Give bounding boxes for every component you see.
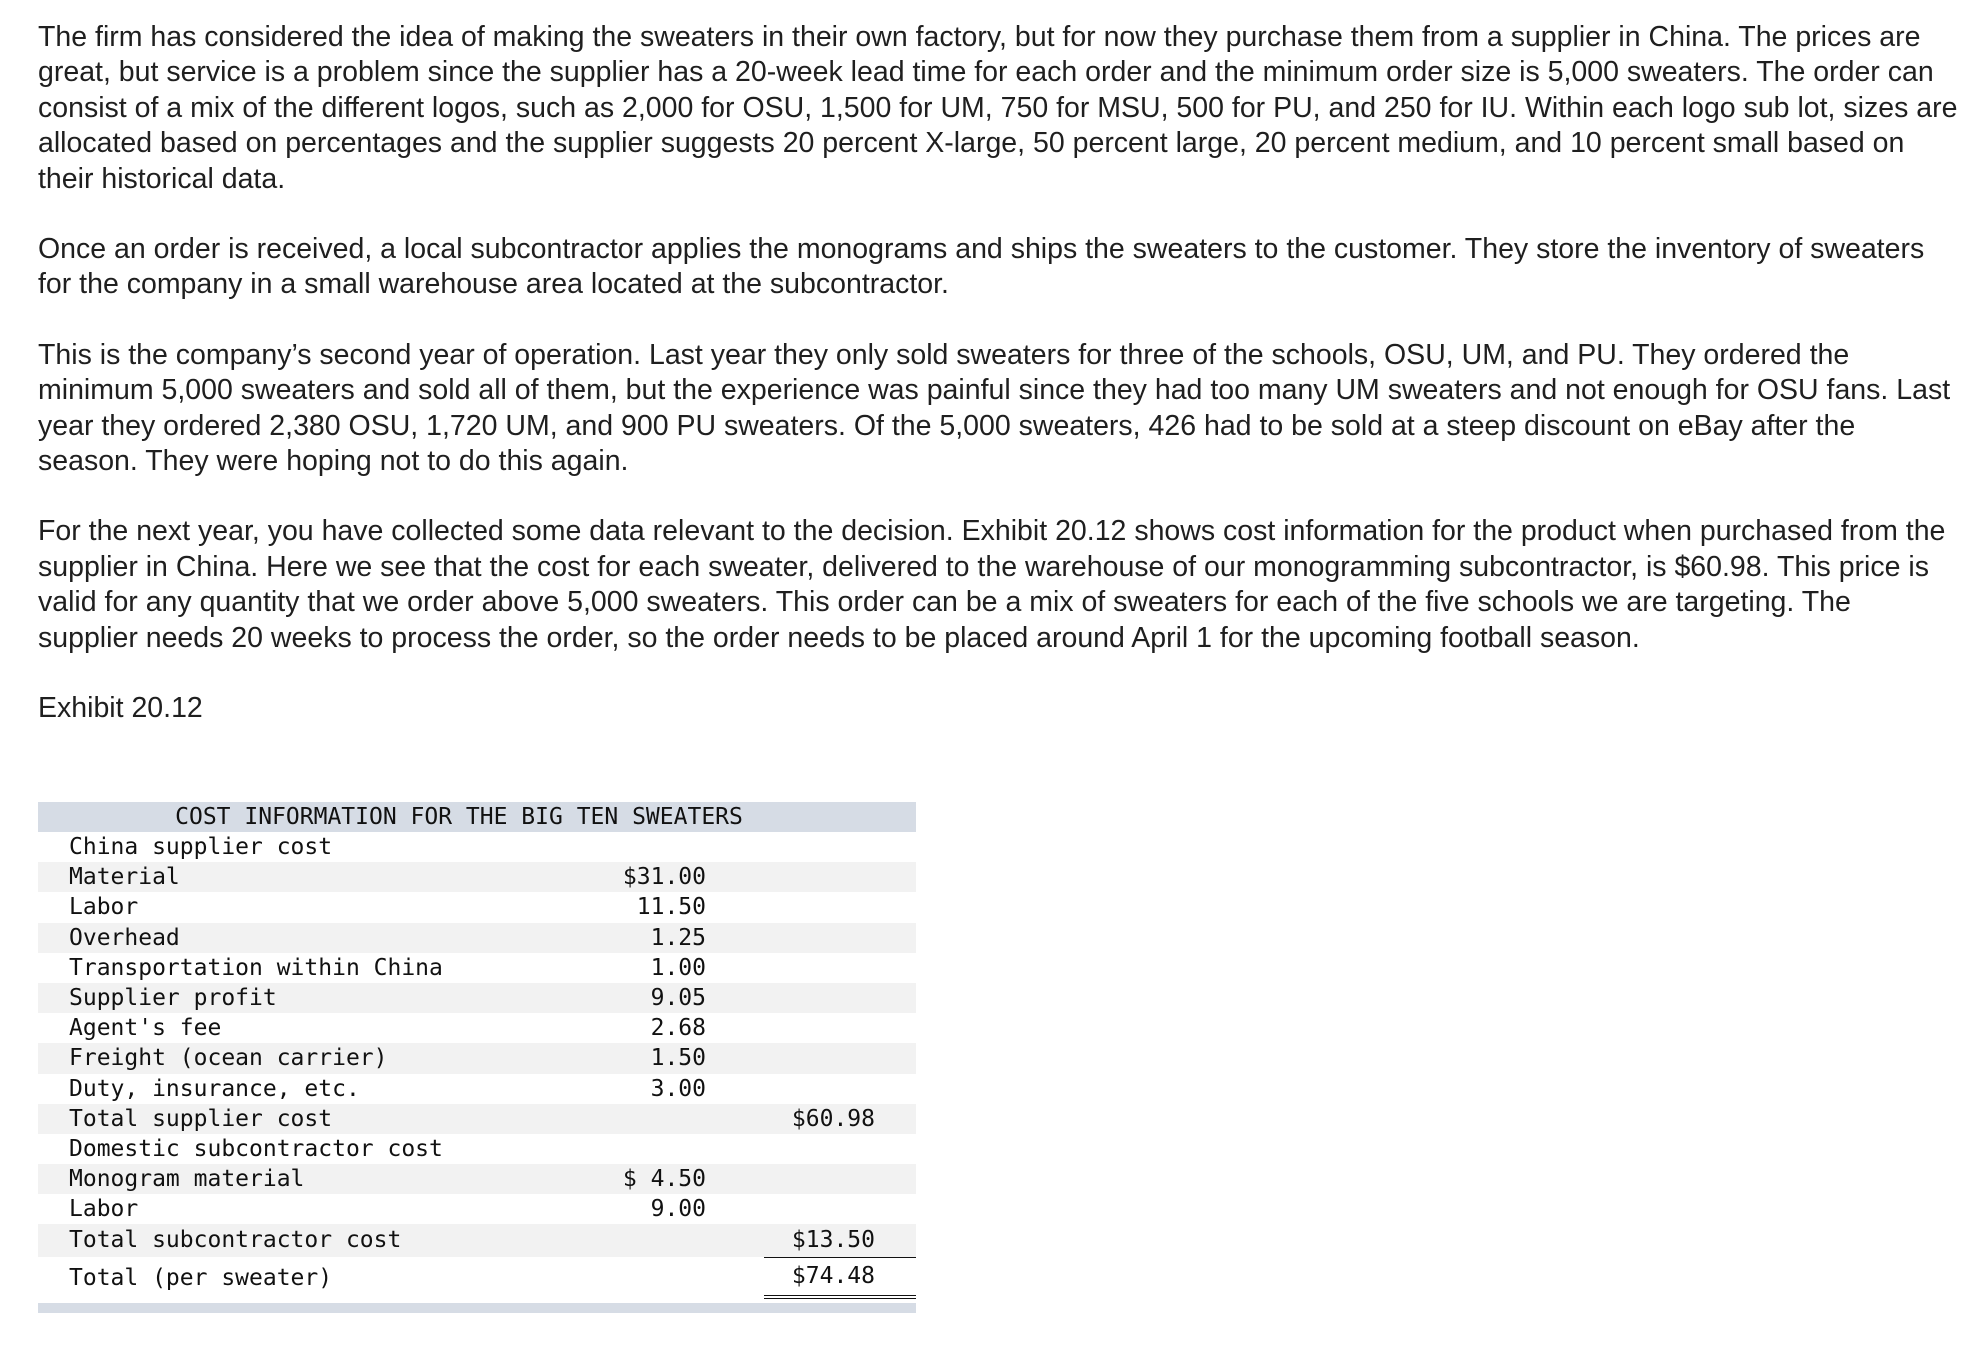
row-value: 11.50 — [636, 894, 706, 921]
table-row — [38, 1104, 916, 1134]
paragraph: Once an order is received, a local subcontractor applies the monograms and ships the sweaters to the customer. They store the inventory of sweaters for the company in a small warehouse area located at the subcontractor. — [38, 233, 1925, 301]
row-value: 9.00 — [650, 1196, 706, 1223]
row-value: 1.50 — [650, 1045, 706, 1072]
row-label: Monogram material — [69, 1166, 305, 1193]
table-footer-bar — [38, 1303, 916, 1313]
table-row — [38, 983, 916, 1013]
row-label: Agent's fee — [69, 1015, 222, 1042]
row-label: Duty, insurance, etc. — [69, 1075, 360, 1102]
document-body — [38, 20, 1958, 727]
row-label: Domestic subcontractor cost — [69, 1135, 443, 1162]
row-label: Total subcontractor cost — [69, 1227, 402, 1254]
row-value: 1.25 — [650, 924, 706, 951]
table-row — [38, 1164, 916, 1194]
table-row — [38, 892, 916, 922]
table-row — [38, 1194, 916, 1224]
row-label: Supplier profit — [69, 984, 277, 1011]
row-value: 9.05 — [650, 984, 706, 1011]
row-label: Labor — [69, 1196, 139, 1223]
table-title: COST INFORMATION FOR THE BIG TEN SWEATERS — [38, 802, 916, 832]
paragraph: For the next year, you have collected some data relevant to the decision. Exhibit 20.12 shows cost information for the product when purchased from the supplier in China. Here we see that the cost for each sweater, delivered to the warehouse of our monogramming subcontractor, is $60.98. This price is valid for any quantity that we order above 5,000 sweaters. This order can be a mix of sweaters for each of the five schools we are targeting. The supplier needs 20 weeks to process the order, so the order needs to be placed around April 1 for the upcoming football season. — [38, 515, 1946, 654]
cost-table — [38, 802, 916, 1313]
table-row — [38, 1134, 916, 1164]
row-label: Overhead — [69, 924, 180, 951]
row-label: Labor — [69, 894, 139, 921]
table-row — [38, 953, 916, 983]
table-row — [38, 1257, 916, 1299]
row-label: China supplier cost — [69, 834, 333, 860]
exhibit-label: Exhibit 20.12 — [38, 692, 203, 725]
row-value: $31.00 — [622, 864, 706, 891]
row-total: $13.50 — [764, 1224, 916, 1258]
row-label: Transportation within China — [69, 954, 443, 981]
table-row — [38, 923, 916, 953]
paragraph: This is the company’s second year of operation. Last year they only sold sweaters for three of the schools, OSU, UM, and PU. They ordered the minimum 5,000 sweaters and sold all of them, but the experience was painful since they had too many UM sweaters and not enough for OSU fans. Last year they ordered 2,380 OSU, 1,720 UM, and 900 PU sweaters. Of the 5,000 sweaters, 426 had to be sold at a steep discount on eBay after the season. They were hoping not to do this again. — [38, 338, 1951, 478]
row-value: 3.00 — [650, 1075, 706, 1102]
row-value: 2.68 — [650, 1015, 706, 1042]
row-total: $74.48 — [764, 1257, 916, 1299]
paragraph: The firm has considered the idea of making the sweaters in their own factory, but for now they purchase them from a supplier in China. The prices are great, but service is a problem since the supplier has a 20-week lead time for each order and the minimum order size is 5,000 sweaters. The order can consist of a mix of the different logos, such as 2,000 for OSU, 1,500 for UM, 750 for MSU, 500 for PU, and 250 for IU. Within each logo sub lot, sizes are allocated based on percentages and the supplier suggests 20 percent X-large, 50 percent large, 20 percent medium, and 10 percent small based on their historical data. — [38, 21, 1958, 195]
row-label: Material — [69, 864, 180, 891]
row-value: 1.00 — [650, 954, 706, 981]
row-label: Total (per sweater) — [69, 1265, 333, 1292]
row-total: $60.98 — [791, 1105, 875, 1132]
table-row — [38, 862, 916, 892]
table-row — [38, 832, 916, 862]
table-row — [38, 1074, 916, 1104]
row-label: Freight (ocean carrier) — [69, 1045, 388, 1072]
table-row — [38, 1013, 916, 1043]
row-label: Total supplier cost — [69, 1105, 333, 1132]
table-row — [38, 1224, 916, 1257]
row-value: $ 4.50 — [622, 1166, 706, 1193]
table-row — [38, 1043, 916, 1073]
